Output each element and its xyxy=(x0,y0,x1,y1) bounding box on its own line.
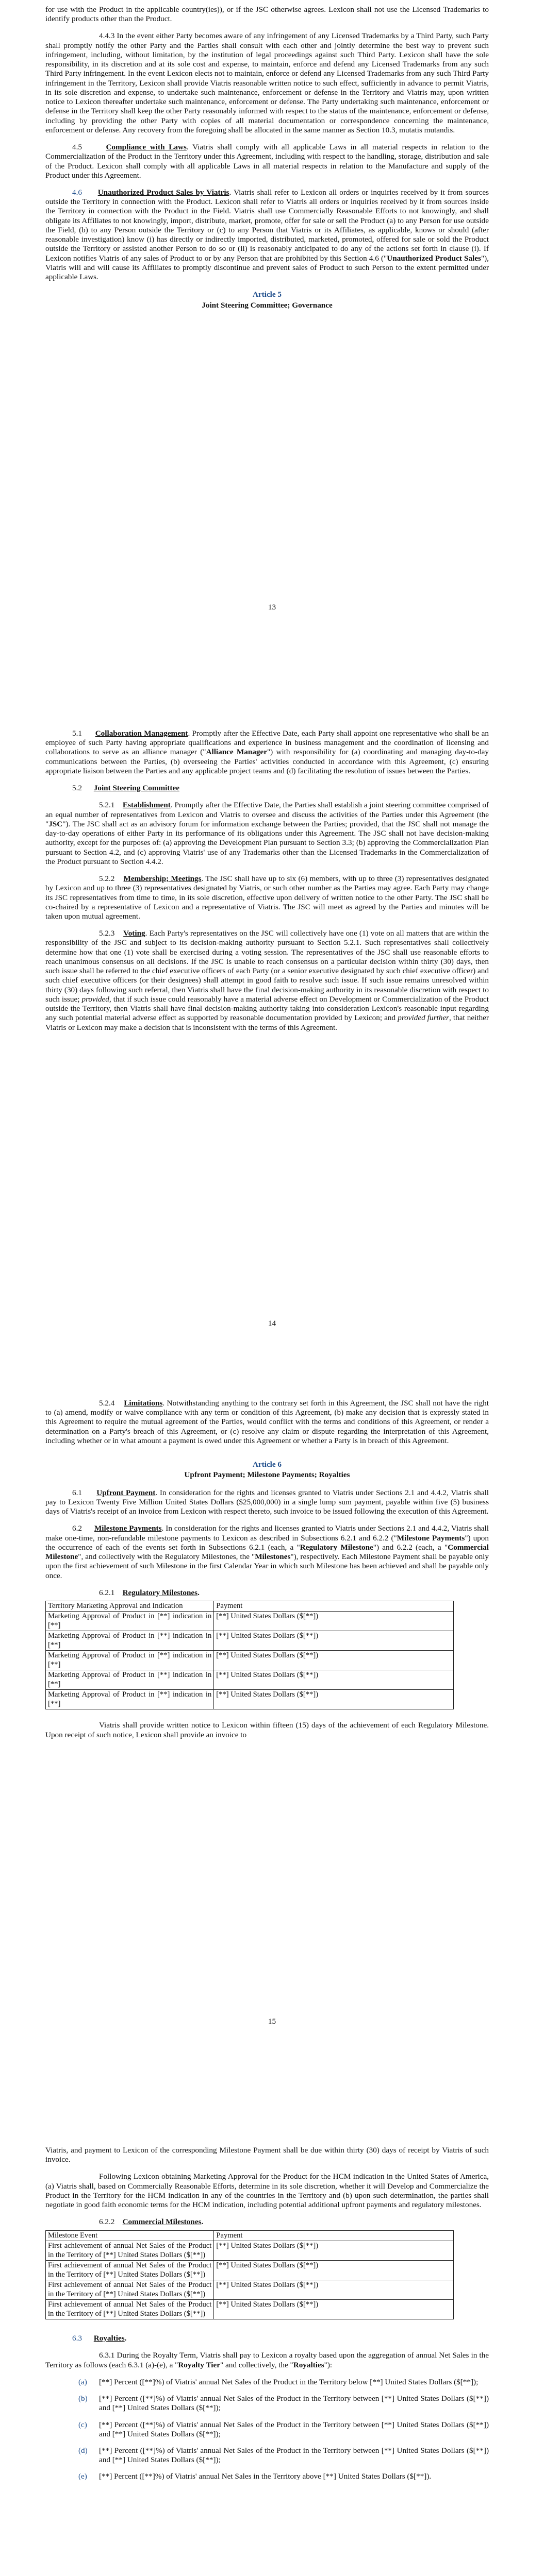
section-body: . Promptly after the Effective Date, the Parties shall establish a joint steering committee comprised of an equal number of representatives from Lexicon and Viatris to oversee and discuss the activities of the Parties under this Agreement (the " xyxy=(45,801,489,828)
section-body: . Viatris shall comply with all applicable Laws in all material respects in relation to the Commercialization of the Product in the Territory under this Agreement, including with respect to the handling, storage, distribution and sale of the Product. Lexicon shall comply with all applicable Laws in all material respects in relation to the Manufacture and supply of the Product under this Agreement. xyxy=(45,143,489,180)
page-number: 15 xyxy=(268,2017,276,2026)
section-4-6 xyxy=(45,188,489,282)
defined-term: Milestone Payments xyxy=(397,1533,465,1543)
royalty-tier-text: [**] Percent ([**]%) of Viatris' annual Net Sales of the Product in the Territory between [**] United States Dollars ($[**]) and [**] United States Dollars ($[**]); xyxy=(99,2394,489,2413)
section-number: 6.1 xyxy=(72,1488,82,1497)
section-heading: Collaboration Management xyxy=(95,729,188,738)
royalty-tier-b xyxy=(45,2394,489,2413)
section-number: 6.2 xyxy=(72,1524,82,1533)
table-row xyxy=(46,1651,454,1670)
table-row xyxy=(46,2261,454,2280)
page-15 xyxy=(0,1360,544,2107)
defined-term: Unauthorized Product Sales xyxy=(387,253,481,263)
section-body-tail: "). The JSC shall act as an advisory forum for information exchange between the Parties; provided, that the JSC shall not manage the day-to-day operations of either Party in its performance of its obligations under this Agreement. The JSC shall not have decision-making authority, except for the purposes of: (a) approving the Development Plan pursuant to Section 3.3; (b) approving the Commercialization Plan pursuant to Section 4.2, and (c) approving Viatris' use of any Trademarks other than the Licensed Trademarks in the Commercialization of the Product pursuant to Section 4.4.2. xyxy=(45,819,489,866)
table-cell: Marketing Approval of Product in [**] indication in [**] xyxy=(46,1690,214,1709)
section-body: . Viatris shall refer to Lexicon all orders or inquiries received by it from sources outside the Territory in connection with the Product. Lexicon shall refer to Viatris all orders or inquiries received by it from sources inside the Territory in connection with the Product in the Field. Viatris shall use Commercially Reasonable Efforts to not knowingly, and shall obligate its Affiliates to not knowingly, import, distribute, market, promote, offer for sale or sell the Product (a) to any Person for use outside the Field, (b) to any Person outside the Territory or (c) to any Person that Viatris or its Affiliates, as applicable, knows or should (after reasonable investigation) know (i) has directly or indirectly imported, distributed, marketed, promoted, offered for sale or sold the Product outside the Territory or assisted another Person to do so or (ii) is reasonably anticipated to do any of the actions set forth in clause (i). If Lexicon notifies Viatris of any sales of Product to or by any Person that are prohibited by this Section 4.6 (" xyxy=(45,188,489,263)
section-heading: Limitations xyxy=(124,1399,163,1408)
table-cell: Marketing Approval of Product in [**] indication in [**] xyxy=(46,1631,214,1651)
royalty-tier-d xyxy=(45,2446,489,2465)
defined-term: Regulatory Milestone xyxy=(300,1543,373,1552)
table-cell: Marketing Approval of Product in [**] indication in [**] xyxy=(46,1670,214,1690)
royalty-tier-text: [**] Percent ([**]%) of Viatris' annual Net Sales of the Product in the Territory below [**] United States Dollars ($[**]); xyxy=(99,2377,479,2386)
section-body: . Notwithstanding anything to the contrary set forth in this Agreement, the JSC shall not have the right to (a) amend, modify or waive compliance with any term or condition of this Agreement, (b) make any decision that is expressly stated in this Agreement to require the mutual agreement of the Parties, would conflict with the terms and conditions of this Agreement, or render a determination on a Party's breach of this Agreement, or (c) resolve any claim or dispute regarding the interpretation of this Agreement, including whether or in what amount a payment is owed under this Agreement or whether a Party is in breach of this Agreement. xyxy=(45,1399,489,1445)
section-number: 5.2.4 xyxy=(99,1399,115,1408)
table-cell: Marketing Approval of Product in [**] indication in [**] xyxy=(46,1651,214,1670)
section-heading: Unauthorized Product Sales by Viatris xyxy=(97,188,229,197)
section-number: 6.2.1 xyxy=(99,1588,115,1597)
section-5-1 xyxy=(45,729,489,776)
table-row xyxy=(46,2280,454,2300)
section-heading: Joint Steering Committee xyxy=(93,784,179,793)
table-header-cell: Payment xyxy=(214,2230,454,2241)
section-body-mid: , that if such issue could reasonably have a material adverse effect on Development or Commercialization of the Product outside the Territory, then Viatris shall have final decision-making authority taking into consideration Lexicon's reasonable input regarding any such potential material adverse effect as supported by reasonable documentation provided by Lexicon; and xyxy=(45,994,489,1023)
royalty-tier-label: (c) xyxy=(78,2420,87,2429)
royalty-tier-e xyxy=(45,2472,489,2481)
royalty-tier-text: [**] Percent ([**]%) of Viatris' annual Net Sales of the Product in the Territory between [**] United States Dollars ($[**]) and [**] United States Dollars ($[**]); xyxy=(99,2420,489,2438)
section-number: 5.2 xyxy=(72,784,82,793)
table-header-row xyxy=(46,2230,454,2241)
royalty-tier-text: [**] Percent ([**]%) of Viatris' annual Net Sales in the Territory above [**] United States Dollars ($[**]). xyxy=(99,2472,432,2481)
royalty-tier-c xyxy=(45,2420,489,2439)
table-cell: First achievement of annual Net Sales of the Product in the Territory of [**] United States Dollars ($[**]) xyxy=(46,2300,214,2319)
table-cell: [**] United States Dollars ($[**]) xyxy=(214,2241,454,2261)
table-header-cell: Territory Marketing Approval and Indication xyxy=(46,1601,214,1612)
defined-term: Royalty Tier xyxy=(178,2360,221,2369)
section-body: . In consideration for the rights and licenses granted to Viatris under Sections 2.1 and 4.4.2, Viatris shall pay to Lexicon Twenty Five Million United States Dollars ($25,000,000) in a single lump sum payment, payable within five (5) business days of Viatris's receipt of an invoice from Lexicon with respect thereto, such invoice to be issued following the execution of this Agreement. xyxy=(45,1488,489,1516)
defined-term: Alliance Manager xyxy=(206,748,267,757)
section-5-2-2 xyxy=(45,874,489,921)
section-6-3: 6.3 Royalties. xyxy=(72,2334,127,2343)
table-header-cell: Payment xyxy=(214,1601,454,1612)
table-row xyxy=(46,2300,454,2319)
section-heading: Royalties xyxy=(93,2334,125,2343)
article-5-title: Article 5 xyxy=(252,290,282,299)
section-number: 4.5 xyxy=(72,143,82,152)
section-body-tail: ") with responsibility for (a) coordinating and managing day-to-day communications between the Parties, (b) overseeing the Parties' activities conducted in accordance with this Agreement, (c) ensuring appropriate liaison between the Parties and any applicable project teams and (d) facilitating the resolution of issues between the Parties. xyxy=(45,748,489,775)
section-body-tail: "), respectively. Each Milestone Payment shall be payable only upon the first achievement of such Milestone in the first Calendar Year in which such Milestone has been achieved and shall be payable only once. xyxy=(45,1552,489,1580)
article-6-subtitle: Upfront Payment; Milestone Payments; Royalties xyxy=(184,1470,350,1480)
defined-term: Milestones xyxy=(255,1552,291,1562)
italic-term: provided further xyxy=(398,1013,449,1023)
section-heading: Voting xyxy=(123,929,145,938)
table-header-cell: Milestone Event xyxy=(46,2230,214,2241)
section-number: 6.2.2 xyxy=(99,2217,115,2227)
section-body: . Each Party's representatives on the JSC will collectively have one (1) vote on all matters that are within the responsibility of the JSC and subject to its decision-making authority pursuant to Section 5.2.1. Such representatives shall collectively determine how that one (1) vote shall be exercised during a voting session. The representatives of the JSC shall use reasonable efforts to reach unanimous consensus on all decisions. If the JSC is unable to reach consensus on a particular decision within thirty (30) days, then such issue shall be referred to the chief executive officers of each Party (or a senior executive designated by such chief executive officer) and such chief executive officers (or their designees) shall attempt in good faith to resolve such issue. If such issue remains unresolved within thirty (30) days following such referral, then Viatris shall have the final decision-making authority in its reasonable discretion with respect to such issue; xyxy=(45,929,489,1004)
page-13 xyxy=(0,0,544,690)
page-number: 14 xyxy=(268,1319,276,1328)
paragraph-hcm-indication: Following Lexicon obtaining Marketing Approval for the Product for the HCM indication in the United States of America, (a) Viatris shall, based on Commercially Reasonable Efforts, determine in its sole discretion, whether it will Develop and Commercialize the Product in the Territory for the HCM indication in any of the countries in the Territory and (b) upon such determination, the parties shall negotiate in good faith economic terms for the HCM indication, including potential additional upfront payments and regulatory milestones. xyxy=(45,2172,489,2210)
royalty-tier-label: (e) xyxy=(78,2472,87,2481)
section-number: 4.6 xyxy=(72,188,82,197)
section-heading: Membership; Meetings xyxy=(123,874,202,884)
section-6-2 xyxy=(45,1524,489,1580)
table-row xyxy=(46,1612,454,1631)
royalty-tier-label: (b) xyxy=(78,2394,88,2403)
section-heading: Upfront Payment xyxy=(96,1488,156,1497)
section-body: . Promptly after the Effective Date, each Party shall appoint one representative who shall be an employee of such Party having appropriate qualifications and experience in business management and the coordination of licensing and collaborations to serve as an alliance manager (" xyxy=(45,729,489,757)
section-6-1 xyxy=(45,1488,489,1517)
paragraph-continuation: for use with the Product in the applicable country(ies)), or if the JSC otherwise agrees. Lexicon shall not use the Licensed Trademarks to identify products other than the Product. xyxy=(45,5,489,24)
page-number: 13 xyxy=(268,603,276,612)
defined-term: Commercial Milestone xyxy=(45,1543,489,1562)
section-heading: Establishment xyxy=(122,801,171,810)
section-number: 5.2.1 xyxy=(99,801,115,810)
section-number: 5.1 xyxy=(72,729,82,738)
section-body: 6.3.1 During the Royalty Term, Viatris shall pay to Lexicon a royalty based upon the aggregation of annual Net Sales in the Territory as follows (each 6.3.1 (a)-(e), a " xyxy=(45,2351,489,2369)
section-5-2-1 xyxy=(45,801,489,867)
section-5-2 xyxy=(45,784,489,793)
page-14 xyxy=(0,690,544,1360)
section-5-2-4 xyxy=(45,1399,489,1446)
table-cell: [**] United States Dollars ($[**]) xyxy=(214,2300,454,2319)
section-body-tail: "): xyxy=(324,2360,333,2369)
table-cell: Marketing Approval of Product in [**] indication in [**] xyxy=(46,1612,214,1631)
table-cell: [**] United States Dollars ($[**]) xyxy=(214,2280,454,2300)
section-6-3-1 xyxy=(45,2351,489,2369)
section-number: 5.2.2 xyxy=(99,874,115,884)
table-row xyxy=(46,1670,454,1690)
article-5-subtitle: Joint Steering Committee; Governance xyxy=(202,300,333,310)
section-heading: Milestone Payments xyxy=(94,1524,162,1533)
regulatory-milestones-table xyxy=(45,1601,454,1710)
section-5-2-3 xyxy=(45,929,489,1032)
section-6-2-1: 6.2.1 Regulatory Milestones. xyxy=(99,1588,200,1597)
section-body-tail: , that neither Viatris or Lexicon may make a decision that is inconsistent with the terms of this Agreement. xyxy=(45,1013,489,1032)
section-number: 5.2.3 xyxy=(99,929,115,938)
defined-term: JSC xyxy=(48,819,63,828)
table-cell: [**] United States Dollars ($[**]) xyxy=(214,1651,454,1670)
table-row xyxy=(46,1631,454,1651)
defined-term: Royalties xyxy=(293,2360,324,2369)
section-heading: Commercial Milestones xyxy=(122,2217,202,2227)
italic-term: provided xyxy=(81,994,109,1004)
table-cell: [**] United States Dollars ($[**]) xyxy=(214,2261,454,2280)
section-body: . In consideration for the rights and licenses granted to Viatris under Sections 2.1 and 4.4.2, Viatris shall make one-time, non-refundable milestone payments to Lexicon as described in Subsections 6.2.1 and 6.2.2 (" xyxy=(45,1524,489,1543)
royalty-tier-label: (d) xyxy=(78,2446,88,2455)
section-body: " and collectively, the " xyxy=(220,2360,293,2369)
paragraph-after-table: Viatris shall provide written notice to Lexicon within fifteen (15) days of the achievement of each Regulatory Milestone. Upon receipt of such notice, Lexicon shall provide an invoice to xyxy=(45,1721,489,1739)
section-4-5 xyxy=(45,143,489,180)
table-cell: [**] United States Dollars ($[**]) xyxy=(214,1690,454,1709)
table-cell: [**] United States Dollars ($[**]) xyxy=(214,1612,454,1631)
royalty-tier-text: [**] Percent ([**]%) of Viatris' annual Net Sales of the Product in the Territory between [**] United States Dollars ($[**]) and [**] United States Dollars ($[**]); xyxy=(99,2446,489,2465)
section-heading: Compliance with Laws xyxy=(106,143,187,152)
section-heading: Regulatory Milestones xyxy=(122,1588,198,1597)
section-4-4-3: 4.4.3 In the event either Party becomes aware of any infringement of any Licensed Trademarks by a Third Party, such Party shall promptly notify the other Party and the Parties shall consult with each other and jointly determine the best way to prevent such infringement, including, without limitation, by the institution of legal proceedings against such Third Party. Lexicon shall have the sole responsibility, in its discretion and at its sole cost and expense, to maintain, enforce and defend any Licensed Trademarks from any such Third Party infringement. In the event Lexicon elects not to maintain, enforce or defend any Licensed Trademarks from any such Third Party infringement in the Territory, Lexicon shall provide Viatris reasonable written notice to such effect, sufficiently in advance to permit Viatris, in its sole discretion and expense, to undertake such maintenance, enforcement or defense in the Territory and Viatris may, upon written notice to Lexicon thereafter undertake such maintenance, enforcement or defense. The Party undertaking such maintenance, enforcement or defense in the Territory shall keep the other Party reasonably informed with respect to the status of the maintenance, enforcement or defense, including by providing the other Party with copies of all material documentation or correspondence concerning the maintenance, enforcement or defense. Any recovery from the foregoing shall be allocated in the same manner as Section 10.3, mutatis mutandis. xyxy=(45,31,489,134)
section-body: ") upon the occurrence of each of the events set forth in Subsections 6.2.1 (each, a " xyxy=(45,1533,489,1552)
table-cell: [**] United States Dollars ($[**]) xyxy=(214,1670,454,1690)
section-6-2-2: 6.2.2 Commercial Milestones. xyxy=(99,2217,204,2227)
section-body: ", and collectively with the Regulatory Milestones, the " xyxy=(78,1552,255,1562)
section-body: ") and 6.2.2 (each, a " xyxy=(373,1543,448,1552)
table-cell: First achievement of annual Net Sales of the Product in the Territory of [**] United States Dollars ($[**]) xyxy=(46,2241,214,2261)
table-row xyxy=(46,1690,454,1709)
table-cell: First achievement of annual Net Sales of the Product in the Territory of [**] United States Dollars ($[**]) xyxy=(46,2280,214,2300)
table-row xyxy=(46,2241,454,2261)
paragraph-continuation: Viatris, and payment to Lexicon of the corresponding Milestone Payment shall be due within thirty (30) days of receipt by Viatris of such invoice. xyxy=(45,2146,489,2164)
section-number: 6.3 xyxy=(72,2334,82,2343)
commercial-milestones-table xyxy=(45,2230,454,2320)
table-cell: First achievement of annual Net Sales of the Product in the Territory of [**] United States Dollars ($[**]) xyxy=(46,2261,214,2280)
royalty-tier-a xyxy=(45,2378,489,2387)
royalty-tier-label: (a) xyxy=(78,2377,87,2386)
table-header-row xyxy=(46,1601,454,1612)
page-16 xyxy=(0,2107,544,2576)
section-body-tail: "), Viatris will and will cause its Affiliates to promptly discontinue and prevent sales of Product to such Person to the extent permitted under applicable Laws. xyxy=(45,253,489,282)
article-6-title: Article 6 xyxy=(252,1460,282,1469)
table-cell: [**] United States Dollars ($[**]) xyxy=(214,1631,454,1651)
section-body: . The JSC shall have up to six (6) members, with up to three (3) representatives designated by Lexicon and up to three (3) representatives designated by Viatris, or such other number as the Parties may agree. Each Party may change its JSC representatives from time to time, in its sole discretion, effective upon delivery of written notice to the other Party. The JSC shall be co-chaired by a representative of Lexicon and a representative of Viatris. The JSC will meet as agreed by the Parties and minutes will be taken upon mutual agreement. xyxy=(45,874,489,921)
